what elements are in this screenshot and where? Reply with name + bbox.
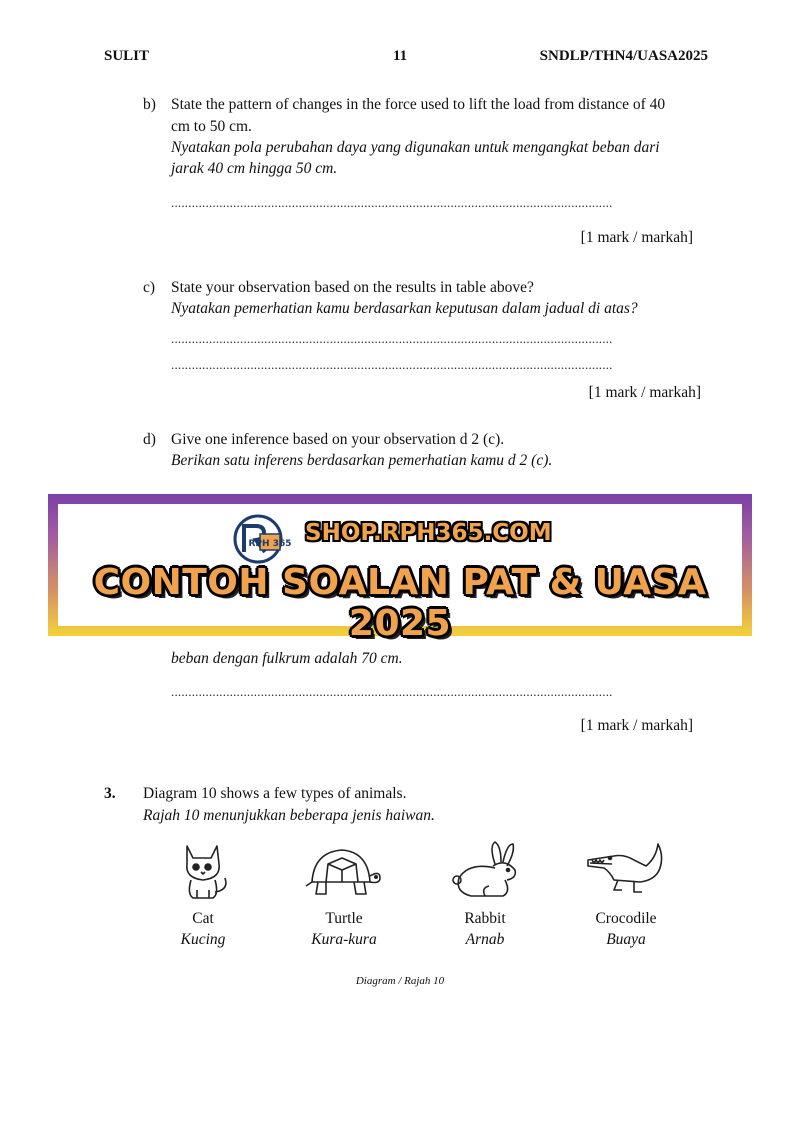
question-b-mark: [1 mark / markah] <box>580 229 693 246</box>
animal-turtle-ms: Kura-kura <box>311 931 377 948</box>
cat-icon <box>173 838 233 902</box>
animal-crocodile-ms: Buaya <box>606 931 646 948</box>
question-d-label: d) <box>143 431 156 448</box>
question-b-malay-2: jarak 40 cm hingga 50 cm. <box>171 160 338 177</box>
question-c-answer-line-2[interactable]: ................................................................................................................................ <box>171 357 613 372</box>
animal-crocodile-en: Crocodile <box>595 910 657 927</box>
question-3-number: 3. <box>104 785 116 802</box>
crocodile-icon <box>584 838 668 902</box>
turtle-icon <box>304 838 384 902</box>
question-e-answer-line[interactable]: ................................................................................................................................ <box>171 684 613 699</box>
question-d-malay-1: Berikan satu inferens berdasarkan pemerhatian kamu d 2 (c). <box>171 452 553 469</box>
rabbit-icon <box>445 838 525 902</box>
banner-title: CONTOH SOALAN PAT & UASA 2025 <box>93 562 707 644</box>
rph365-logo-icon <box>232 514 292 564</box>
animal-rabbit <box>420 838 550 950</box>
diagram-caption: Diagram / Rajah 10 <box>355 975 445 987</box>
question-c-text-1: State your observation based on the results in table above? <box>171 279 534 296</box>
animal-rabbit-en: Rabbit <box>464 910 506 927</box>
page-number: 11 <box>393 48 408 64</box>
svg-text:RPH 365: RPH 365 <box>248 539 292 549</box>
animal-crocodile <box>561 838 691 950</box>
question-d-text-1: Give one inference based on your observation d 2 (c). <box>171 431 505 448</box>
animal-cat <box>138 838 268 950</box>
question-c-label: c) <box>143 279 156 296</box>
animal-turtle-en: Turtle <box>325 910 363 927</box>
question-3-text: Diagram 10 shows a few types of animals. <box>143 785 407 802</box>
animal-cat-ms: Kucing <box>180 931 226 948</box>
question-b-malay-1: Nyatakan pola perubahan daya yang digunakan untuk mengangkat beban dari <box>171 139 660 156</box>
question-c-malay-1: Nyatakan pemerhatian kamu berdasarkan keputusan dalam jadual di atas? <box>171 300 638 317</box>
question-b-answer-line[interactable]: ................................................................................................................................ <box>171 195 613 210</box>
question-e-mark: [1 mark / markah] <box>580 717 693 734</box>
question-c-answer-line-1[interactable]: ................................................................................................................................ <box>171 331 613 346</box>
question-b-text-2: cm to 50 cm. <box>171 118 252 135</box>
question-c-mark: [1 mark / markah] <box>588 384 701 401</box>
question-b-text-1: State the pattern of changes in the force used to lift the load from distance of 40 <box>171 96 666 113</box>
question-3-malay: Rajah 10 menunjukkan beberapa jenis haiwan. <box>143 807 435 824</box>
header-sulit: SULIT <box>104 48 150 64</box>
animal-cat-en: Cat <box>192 910 214 927</box>
question-b-label: b) <box>143 96 156 113</box>
paper-code: SNDLP/THN4/UASA2025 <box>539 48 708 64</box>
animal-rabbit-ms: Arnab <box>465 931 505 948</box>
animal-turtle <box>279 838 409 950</box>
shop-url: SHOP.RPH365.COM <box>305 520 552 546</box>
question-e-malay: beban dengan fulkrum adalah 70 cm. <box>171 650 403 667</box>
